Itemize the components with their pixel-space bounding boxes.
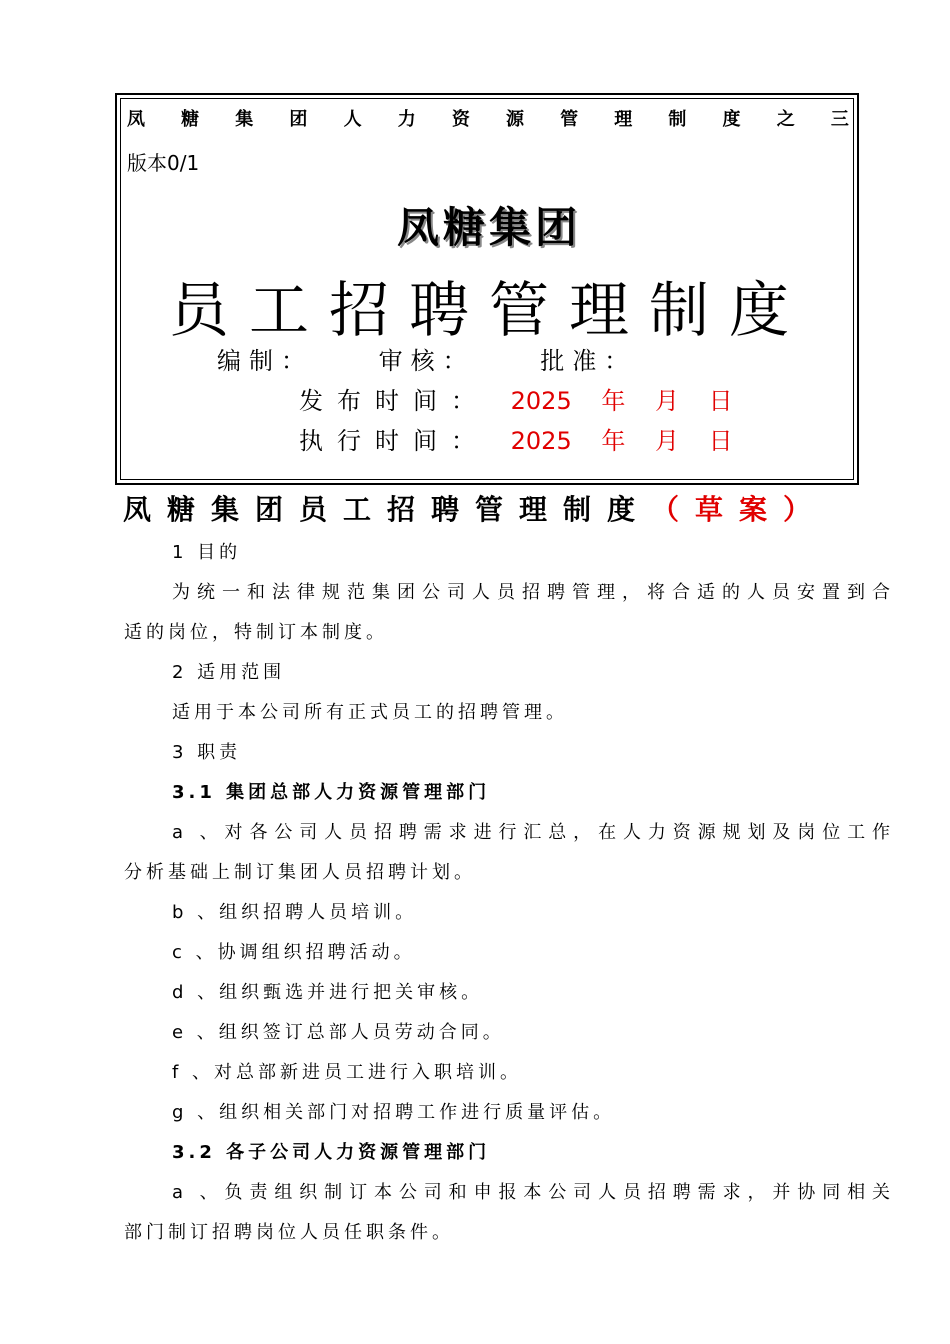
series-char: 理 [614, 109, 633, 130]
paragraph-line: 适的岗位，特制订本制度。 [124, 622, 388, 643]
review-label: 审核： [378, 347, 475, 375]
publish-date: 2025 年 月 日 [510, 387, 733, 415]
section-title: 1 目的 [172, 542, 242, 563]
series-char: 人 [343, 109, 362, 130]
series-char: 源 [505, 109, 524, 130]
approve-label: 批准： [540, 347, 637, 375]
paragraph-line: a 、对各公司人员招聘需求进行汇总，在人力资源规划及岗位工作 [172, 822, 894, 843]
series-char: 糖 [181, 109, 200, 130]
signature-row [217, 341, 686, 376]
series-char: 三 [830, 109, 849, 130]
subsection-title: 3.1 集团总部人力资源管理部门 [172, 782, 491, 803]
execute-date-row [299, 421, 733, 456]
series-char: 团 [289, 109, 308, 130]
series-char: 凤 [127, 109, 145, 130]
section-title: 2 适用范围 [172, 662, 286, 683]
series-char: 管 [560, 109, 579, 130]
document-title: 员工招聘管理制度 [169, 276, 809, 346]
series-char: 度 [722, 109, 741, 130]
list-item: g 、组织相关部门对招聘工作进行质量评估。 [172, 1102, 616, 1123]
version-label: 版本0/1 [127, 151, 200, 175]
list-item: e 、组织签订总部人员劳动合同。 [172, 1022, 505, 1043]
section-title: 3 职责 [172, 742, 242, 763]
draft-label: （草案） [651, 493, 828, 526]
paragraph-line: 分析基础上制订集团人员招聘计划。 [124, 862, 476, 883]
execute-date: 2025 年 月 日 [510, 427, 733, 455]
paragraph-line: 为统一和法律规范集团公司人员招聘管理，将合适的人员安置到合 [172, 582, 894, 603]
series-char: 力 [397, 109, 416, 130]
paragraph-line: 部门制订招聘岗位人员任职条件。 [124, 1222, 454, 1243]
cover-box [115, 93, 859, 485]
series-char: 制 [668, 109, 687, 130]
list-item: f 、对总部新进员工进行入职培训。 [172, 1062, 523, 1083]
series-char: 集 [235, 109, 254, 130]
list-item: b 、组织招聘人员培训。 [172, 902, 418, 923]
subsection-title: 3.2 各子公司人力资源管理部门 [172, 1142, 491, 1163]
publish-label: 发布时间： [299, 387, 489, 415]
paragraph-line: a 、负责组织制订本公司和申报本公司人员招聘需求，并协同相关 [172, 1182, 894, 1203]
series-char: 资 [451, 109, 470, 130]
series-char: 之 [776, 109, 795, 130]
execute-label: 执行时间： [299, 427, 489, 455]
paragraph-line: 适用于本公司所有正式员工的招聘管理。 [172, 702, 568, 723]
series-line [127, 105, 849, 131]
heading-text: 凤糖集团员工招聘管理制度 [122, 493, 651, 526]
brand-title: 凤糖集团 [396, 203, 581, 252]
document-heading [0, 488, 950, 528]
list-item: d 、组织甄选并进行把关审核。 [172, 982, 484, 1003]
compile-label: 编制： [217, 347, 313, 375]
list-item: c 、协调组织招聘活动。 [172, 942, 416, 963]
publish-date-row [299, 381, 733, 416]
